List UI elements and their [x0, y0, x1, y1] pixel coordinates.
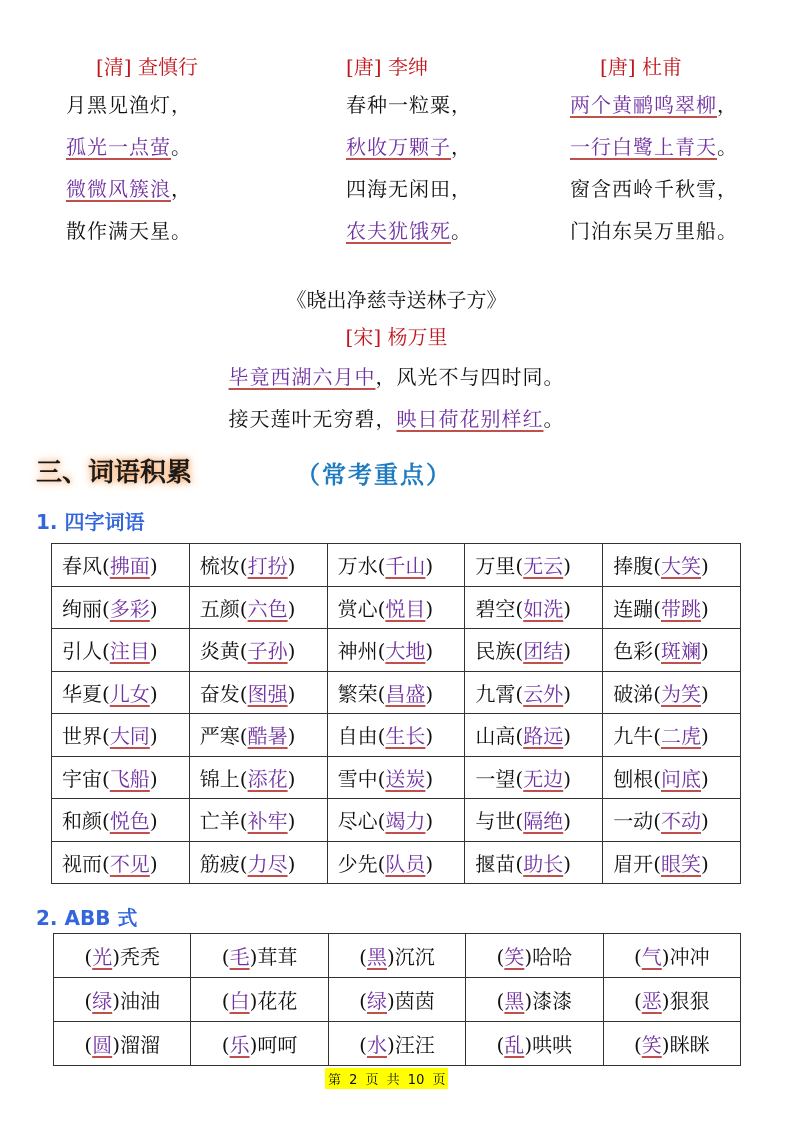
idiom-prefix: 刨根 [613, 766, 654, 791]
idiom-cell: 筋疲(力尽) [189, 841, 327, 884]
poem-line [0, 356, 793, 398]
highlighted-text: 映日荷花别样红 [396, 407, 544, 431]
poem-2 [346, 50, 586, 252]
table-row [52, 756, 741, 799]
poem-line [346, 84, 586, 126]
idiom-cell: 锦上(添花) [189, 756, 327, 799]
abb-answer: 气 [641, 945, 662, 969]
idiom-answer: 补牢 [247, 809, 288, 834]
idiom-prefix: 民族 [475, 639, 516, 664]
line-text: ，风光不与四时同。 [375, 365, 565, 389]
idiom-prefix: 万水 [337, 554, 378, 579]
idiom-prefix: 破涕 [613, 681, 654, 706]
punct: 。 [717, 219, 738, 243]
abb-suffix: 眯眯 [669, 1033, 710, 1057]
abb-answer: 白 [229, 989, 250, 1013]
idiom-answer: 隔绝 [523, 809, 564, 834]
table-row [52, 671, 741, 714]
abb-suffix: 汪汪 [394, 1033, 435, 1057]
page-footer: 第 2 页 共 10 页 [325, 1068, 448, 1089]
idiom-prefix: 捧腹 [613, 554, 654, 579]
abb-answer: 黑 [504, 989, 525, 1013]
idiom-cell: 尽心(竭力) [327, 799, 465, 842]
idiom-prefix: 奋发 [199, 681, 240, 706]
idiom-answer: 昌盛 [385, 681, 426, 706]
idiom-prefix: 一动 [613, 809, 654, 834]
idiom-prefix: 揠苗 [475, 851, 516, 876]
abb-suffix: 狠狠 [669, 989, 710, 1013]
idiom-cell: 五颜(六色) [189, 586, 327, 629]
idiom-prefix: 梳妆 [199, 554, 240, 579]
idiom-answer: 竭力 [385, 809, 426, 834]
idiom-cell: 连蹦(带跳) [603, 586, 741, 629]
idiom-cell: 引人(注目) [52, 629, 190, 672]
idiom-cell: 与世(隔绝) [465, 799, 603, 842]
abb-cell: (圆)溜溜 [54, 1022, 191, 1066]
idiom-cell: 九牛(二虎) [603, 714, 741, 757]
idiom-prefix: 华夏 [62, 681, 102, 706]
abb-suffix: 冲冲 [669, 945, 710, 969]
highlighted-text: 农夫犹饿死 [346, 219, 451, 243]
idiom-answer: 六色 [247, 596, 288, 621]
idiom-answer: 大地 [385, 639, 426, 664]
idiom-answer: 生长 [385, 724, 426, 749]
poem-3 [570, 50, 770, 252]
idiom-answer: 力尽 [247, 851, 288, 876]
idiom-answer: 大笑 [661, 554, 701, 579]
abb-cell: (乱)哄哄 [466, 1022, 603, 1066]
idiom-prefix: 世界 [62, 724, 102, 749]
idiom-answer: 团结 [523, 639, 564, 664]
idiom-answer: 云外 [523, 681, 564, 706]
idiom-cell: 绚丽(多彩) [52, 586, 190, 629]
idiom-cell: 奋发(图强) [189, 671, 327, 714]
section-note: （常考重点） [296, 461, 452, 489]
abb-answer: 笑 [641, 1033, 662, 1057]
idiom-answer: 无边 [523, 766, 564, 791]
idiom-cell: 万里(无云) [465, 544, 603, 587]
table-row [52, 714, 741, 757]
abb-suffix: 哄哄 [532, 1033, 573, 1057]
idiom-answer: 添花 [247, 766, 288, 791]
idiom-prefix: 亡羊 [199, 809, 240, 834]
idiom-cell: 严寒(酷暑) [189, 714, 327, 757]
poem-line [66, 210, 306, 252]
idiom-cell: 视而(不见) [52, 841, 190, 884]
idiom-prefix: 神州 [337, 639, 378, 664]
idiom-prefix: 雪中 [337, 766, 378, 791]
poem-author: [宋] 杨万里 [345, 325, 448, 349]
abb-cell: (绿)茵茵 [328, 978, 465, 1022]
abb-suffix: 哈哈 [532, 945, 573, 969]
idiom-answer: 多彩 [109, 596, 150, 621]
idiom-answer: 飞船 [109, 766, 150, 791]
punct: 。 [451, 219, 472, 243]
idiom-cell: 雪中(送炭) [327, 756, 465, 799]
idiom-prefix: 少先 [337, 851, 378, 876]
idiom-answer: 悦目 [385, 596, 426, 621]
idiom-prefix: 赏心 [337, 596, 378, 621]
idiom-prefix: 九牛 [613, 724, 654, 749]
idiom-prefix: 视而 [62, 851, 102, 876]
poem-line [570, 126, 770, 168]
poem-line [66, 168, 306, 210]
abb-cell: (乐)呵呵 [191, 1022, 328, 1066]
poem-line [0, 398, 793, 440]
idiom-cell: 神州(大地) [327, 629, 465, 672]
idiom-prefix: 锦上 [199, 766, 240, 791]
idiom-answer: 儿女 [109, 681, 150, 706]
line-text: 四海无闲田 [346, 177, 451, 201]
abb-cell: (恶)狠狠 [603, 978, 740, 1022]
punct: ， [717, 177, 738, 201]
idiom-cell: 山高(路远) [465, 714, 603, 757]
abb-suffix: 溜溜 [120, 1033, 160, 1057]
subsection-title-abb: 2. ABB 式 [36, 906, 138, 930]
idiom-prefix: 筋疲 [199, 851, 240, 876]
idiom-prefix: 尽心 [337, 809, 378, 834]
idiom-prefix: 眉开 [613, 851, 654, 876]
highlighted-text: 秋收万颗子 [346, 135, 451, 159]
idiom-prefix: 连蹦 [613, 596, 654, 621]
idiom-answer: 不见 [109, 851, 150, 876]
line-text: 散作满天星 [66, 219, 171, 243]
abb-suffix: 花花 [257, 989, 298, 1013]
poem-line [570, 168, 770, 210]
table-row [54, 934, 741, 978]
poem-line [346, 168, 586, 210]
abb-cell: (水)汪汪 [328, 1022, 465, 1066]
subsection-title-four-char: 1. 四字词语 [36, 510, 145, 534]
idiom-cell: 华夏(儿女) [52, 671, 190, 714]
poem-line [66, 126, 306, 168]
punct: 。 [171, 135, 192, 159]
punct: 。 [717, 135, 738, 159]
idiom-answer: 助长 [523, 851, 564, 876]
idiom-cell: 梳妆(打扮) [189, 544, 327, 587]
idiom-prefix: 宇宙 [62, 766, 102, 791]
idiom-answer: 二虎 [661, 724, 701, 749]
highlighted-text: 毕竟西湖六月中 [228, 365, 376, 389]
idiom-answer: 如洗 [523, 596, 564, 621]
idiom-prefix: 色彩 [613, 639, 654, 664]
idiom-prefix: 和颜 [62, 809, 102, 834]
idiom-answer: 大同 [109, 724, 150, 749]
idiom-prefix: 自由 [337, 724, 378, 749]
abb-suffix: 漆漆 [532, 989, 573, 1013]
line-text: 窗含西岭千秋雪 [570, 177, 717, 201]
abb-answer: 黑 [366, 945, 387, 969]
idiom-cell: 碧空(如洗) [465, 586, 603, 629]
idiom-answer: 不动 [661, 809, 701, 834]
abb-cell: (黑)沉沉 [328, 934, 465, 978]
idiom-prefix: 九霄 [475, 681, 516, 706]
abb-suffix: 茵茵 [394, 989, 435, 1013]
idiom-cell: 破涕(为笑) [603, 671, 741, 714]
abb-answer: 笑 [504, 945, 525, 969]
punct: ， [717, 93, 738, 117]
idiom-answer: 酷暑 [247, 724, 288, 749]
idiom-cell: 炎黄(子孙) [189, 629, 327, 672]
idiom-prefix: 严寒 [199, 724, 240, 749]
abb-table [53, 933, 741, 1066]
table-row [54, 1022, 741, 1066]
idiom-prefix: 五颜 [199, 596, 240, 621]
line-text: 月黑见渔灯 [66, 93, 171, 117]
idiom-cell: 赏心(悦目) [327, 586, 465, 629]
punct: 。 [543, 407, 565, 431]
abb-suffix: 秃秃 [120, 945, 160, 969]
table-row [52, 629, 741, 672]
punct: ， [171, 177, 192, 201]
abb-suffix: 沉沉 [394, 945, 435, 969]
poem-author: [唐] 李绅 [346, 55, 428, 79]
poem-1 [66, 50, 306, 252]
punct: ， [451, 93, 472, 117]
poem-line [346, 126, 586, 168]
idiom-cell: 世界(大同) [52, 714, 190, 757]
table-row [54, 978, 741, 1022]
idiom-cell: 少先(队员) [327, 841, 465, 884]
idiom-cell: 眉开(眼笑) [603, 841, 741, 884]
highlighted-text: 孤光一点萤 [66, 135, 171, 159]
abb-answer: 水 [366, 1033, 387, 1057]
abb-cell: (笑)眯眯 [603, 1022, 740, 1066]
abb-cell: (光)秃秃 [54, 934, 191, 978]
abb-suffix: 油油 [120, 989, 160, 1013]
idiom-answer: 注目 [109, 639, 150, 664]
idiom-prefix: 绚丽 [62, 596, 102, 621]
poem-4 [0, 282, 793, 440]
table-row [52, 544, 741, 587]
idiom-cell: 色彩(斑斓) [603, 629, 741, 672]
idiom-cell: 民族(团结) [465, 629, 603, 672]
idiom-answer: 图强 [247, 681, 288, 706]
abb-answer: 绿 [92, 989, 113, 1013]
abb-cell: (绿)油油 [54, 978, 191, 1022]
idiom-prefix: 一望 [475, 766, 516, 791]
idiom-cell: 万水(千山) [327, 544, 465, 587]
abb-answer: 绿 [366, 989, 387, 1013]
poem-author: [唐] 杜甫 [600, 55, 682, 79]
idiom-cell: 一动(不动) [603, 799, 741, 842]
idiom-prefix: 春风 [62, 554, 102, 579]
idiom-answer: 斑斓 [661, 639, 701, 664]
idiom-answer: 队员 [385, 851, 426, 876]
idiom-cell: 自由(生长) [327, 714, 465, 757]
table-row [52, 841, 741, 884]
abb-cell: (气)冲冲 [603, 934, 740, 978]
punct: ， [171, 93, 192, 117]
poem-line [570, 84, 770, 126]
abb-cell: (笑)哈哈 [466, 934, 603, 978]
idiom-prefix: 炎黄 [199, 639, 240, 664]
idiom-prefix: 引人 [62, 639, 102, 664]
idiom-cell: 亡羊(补牢) [189, 799, 327, 842]
idiom-cell: 九霄(云外) [465, 671, 603, 714]
abb-answer: 恶 [641, 989, 662, 1013]
idiom-prefix: 万里 [475, 554, 516, 579]
poem-line [346, 210, 586, 252]
idiom-answer: 送炭 [385, 766, 426, 791]
abb-answer: 乱 [504, 1033, 525, 1057]
table-row [52, 586, 741, 629]
idiom-answer: 拂面 [109, 554, 150, 579]
idiom-prefix: 山高 [475, 724, 516, 749]
poem-line [66, 84, 306, 126]
idiom-prefix: 繁荣 [337, 681, 378, 706]
punct: 。 [171, 219, 192, 243]
idiom-cell: 宇宙(飞船) [52, 756, 190, 799]
idiom-answer: 眼笑 [661, 851, 701, 876]
punct: ， [451, 177, 472, 201]
idiom-answer: 千山 [385, 554, 426, 579]
four-char-table [51, 543, 741, 884]
abb-cell: (黑)漆漆 [466, 978, 603, 1022]
punct: ， [451, 135, 472, 159]
abb-cell: (白)花花 [191, 978, 328, 1022]
abb-suffix: 呵呵 [257, 1033, 298, 1057]
idiom-cell: 春风(拂面) [52, 544, 190, 587]
abb-cell: (毛)茸茸 [191, 934, 328, 978]
abb-answer: 乐 [229, 1033, 250, 1057]
idiom-cell: 揠苗(助长) [465, 841, 603, 884]
idiom-cell: 繁荣(昌盛) [327, 671, 465, 714]
abb-suffix: 茸茸 [257, 945, 298, 969]
idiom-answer: 无云 [523, 554, 564, 579]
abb-answer: 圆 [92, 1033, 113, 1057]
section-title: 三、词语积累 [36, 458, 193, 488]
idiom-answer: 悦色 [109, 809, 150, 834]
poem-title: 《晓出净慈寺送林子方》 [286, 288, 507, 312]
highlighted-text: 两个黄鹂鸣翠柳 [570, 93, 717, 117]
idiom-cell: 刨根(问底) [603, 756, 741, 799]
idiom-answer: 带跳 [661, 596, 701, 621]
abb-answer: 光 [92, 945, 113, 969]
idiom-answer: 为笑 [661, 681, 701, 706]
line-text: 接天莲叶无穷碧， [228, 407, 397, 431]
highlighted-text: 一行白鹭上青天 [570, 135, 717, 159]
idiom-prefix: 碧空 [475, 596, 516, 621]
idiom-cell: 和颜(悦色) [52, 799, 190, 842]
idiom-cell: 捧腹(大笑) [603, 544, 741, 587]
line-text: 春种一粒粟 [346, 93, 451, 117]
highlighted-text: 微微风簇浪 [66, 177, 171, 201]
table-row [52, 799, 741, 842]
line-text: 门泊东吴万里船 [570, 219, 717, 243]
idiom-answer: 打扮 [247, 554, 288, 579]
abb-answer: 毛 [229, 945, 250, 969]
poem-author: [清] 查慎行 [96, 55, 198, 79]
idiom-cell: 一望(无边) [465, 756, 603, 799]
poem-line [570, 210, 770, 252]
idiom-answer: 路远 [523, 724, 564, 749]
idiom-prefix: 与世 [475, 809, 516, 834]
idiom-answer: 子孙 [247, 639, 288, 664]
idiom-answer: 问底 [661, 766, 701, 791]
